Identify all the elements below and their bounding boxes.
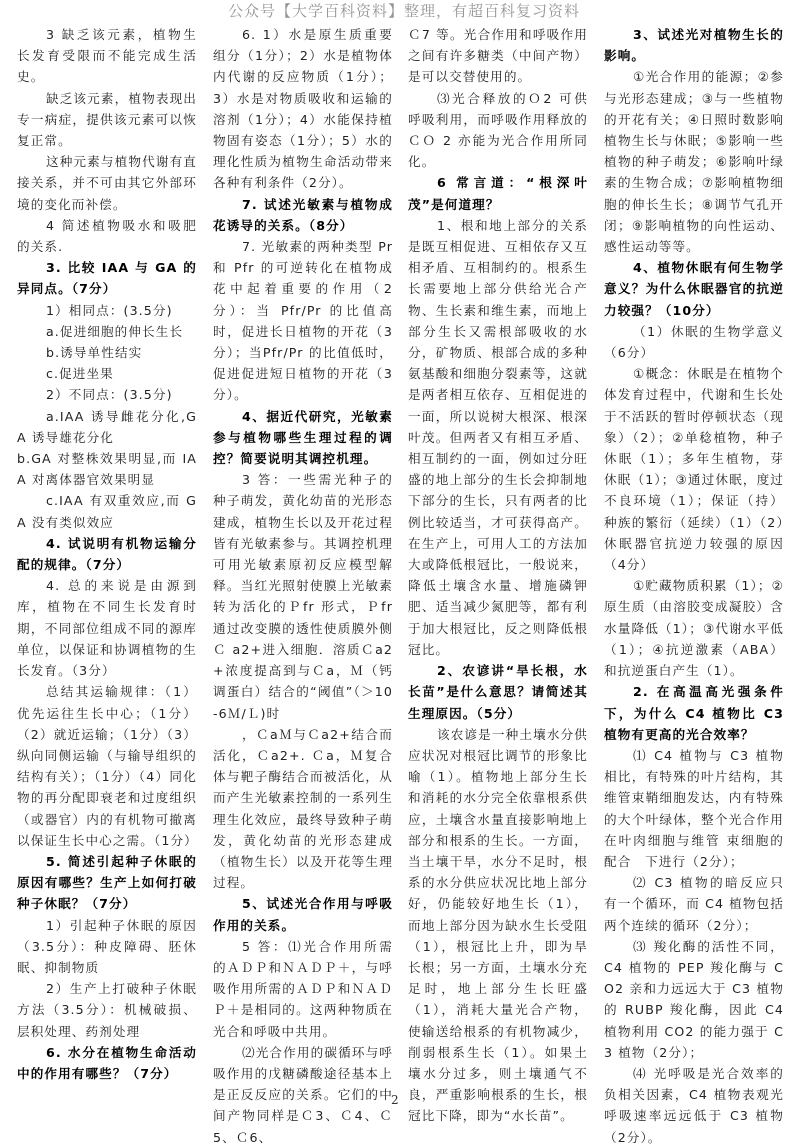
column-3 xyxy=(408,24,588,1127)
question-heading: 5、试述光合作用与呼吸作用的关系。 xyxy=(213,896,393,933)
question-heading: 5. 简述引起种子休眠的原因有哪些？生产上如何打破种子休眠？（7分） xyxy=(17,853,197,912)
page-number: 2 xyxy=(391,1093,399,1107)
paragraph: 1）引起种子休眠的原因（3.5分）：种皮障碍、胚休眠、抑制物质 xyxy=(17,917,197,975)
paragraph: b.诱导单性结实 xyxy=(45,345,143,361)
paragraph: 3 缺乏该元素，植物生长发育受限而不能完成生活史。 xyxy=(17,27,197,85)
question-heading: 4、植物休眠有何生物学意义？为什么休眠器官的抗逆力较强？（10分） xyxy=(604,260,784,318)
paragraph: 1、根和地上部分的关系是既互相促进、互相依存又互相矛盾、互相制约的。根系生长需要地上部分供给光合产物、生长素和维生素，而地上部分生长又需根部吸收的水分，矿物质、根部合成的多种氨基酸和细胞分裂素等，这就是两者相互依存、互相促进的一面，所以说树大根深、根深叶茂。但两者又有相互矛盾、相互制约的一面，例如过分旺盛的地上部分的生长会抑制地下部分的生长，只有两者的比例比较适当，才可获得高产。在生产上，可用人工的方法加大或降低根冠比，一般说来，降低土壤含水量、增施磷钾肥、适当减少氮肥等，都有利于加大根冠比，反之则降低根冠比。 xyxy=(408,217,588,657)
paragraph: 这种元素与植物代谢有直接关系，并不可由其它外部环境的变化而补偿。 xyxy=(17,154,197,212)
paragraph: ①贮藏物质积累（1）；②原生质（由溶胶变成凝胶）含水量降低（1）；③代谢水平低（1）；④抗逆激素（ABA）和抗逆蛋白产生（1）。 xyxy=(604,578,784,679)
paragraph: ⑵ C3 植物的暗反应只有一个循环，而 C4 植物包括两个连续的循环（2分）； xyxy=(604,875,784,933)
paragraph: c.IAA 有双重效应,而 GA 没有类似效应 xyxy=(17,493,197,530)
paragraph: 5 答：⑴光合作用所需的ＡＤＰ和ＮＡＤＰ＋，与呼吸作用所需的ＡＤＰ和ＮＡＤＰ＋是相同的。这两种物质在光合和呼吸中共用。 xyxy=(213,938,393,1039)
question-heading: 4. 试说明有机物运输分配的规律。（7分） xyxy=(17,535,197,573)
question-heading: 3、试述光对植物生长的影响。 xyxy=(604,27,784,64)
question-heading: 7. 试述光敏素与植物成花诱导的关系。（8分） xyxy=(213,196,393,233)
question-heading: 2、农谚讲“旱长根，水长苗”是什么意思？请简述其生理原因。（5分） xyxy=(408,663,588,721)
question-heading: 2. 在高温高光强条件下，为什么 C4 植物比 C3 植物有更高的光合效率？ xyxy=(604,684,784,742)
paragraph: ⑶ 羧化酶的活性不同，C4 植物的 PEP 羧化酶与 CO2 亲和力远远大于 C3 植物的 RUBP 羧化酶，因此 C4 植物利用 CO2 的能力强于 C3 植物（2分）； xyxy=(604,938,784,1060)
paragraph: 7. 光敏素的两种类型 Pr 和 Pfr 的可逆转化在植物成花中起着重要的作用（2分）：当 Pfr/Pr 的比值高时，促进长日植物的开花（3分）；当Pfr/Pr 的比值低时，促进促进短日植物的开花（3分）。 xyxy=(213,239,393,403)
watermark: 公众号【大学百科资料】整理，有超百科复习资料 xyxy=(228,2,581,20)
paragraph: ⑵光合作用的碳循环与呼吸作用的戊糖磷酸途径基本上是正反反应的关系。它们的中间产物同样是Ｃ3、Ｃ4、Ｃ5、Ｃ6、 xyxy=(213,1044,393,1145)
question-heading: 6 常言道：“根深叶茂”是何道理？ xyxy=(408,175,588,212)
paragraph: （1）休眠的生物学意义（6分） xyxy=(604,323,784,361)
column-2 xyxy=(213,24,393,1148)
column-4 xyxy=(604,24,784,1148)
question-heading: 6. 水分在植物生命活动中的作用有哪些？（7分） xyxy=(17,1044,197,1081)
paragraph: a.IAA 诱导雌花分化,GA 诱导雄花分化 xyxy=(17,408,197,445)
column-1 xyxy=(17,24,197,1084)
paragraph: 3 答：一些需光种子的种子萌发，黄化幼苗的光形态建成，植物生长以及开花过程皆有光敏素参与。其调控机理可用光敏素原初反应模型解释。当红光照射使膜上光敏素转为活化的Ｐfr 形式，Ｐfr 通过改变膜的透性使质膜外侧Ｃ a2+进入细胞．溶质Ｃa2+浓度提高到与Ｃa，Ｍ（钙调蛋白）结合的“阈值”（＞10-6Ｍ/Ｌ)时 xyxy=(213,472,393,721)
question-heading: 3. 比较 IAA 与 GA 的异同点。（7分） xyxy=(17,260,197,297)
paragraph: 2）生产上打破种子休眠方法（3.5分）：机械破损、层积处理、药剂处理 xyxy=(17,981,197,1039)
paragraph: 缺乏该元素，植物表现出专一病症，提供该元素可以恢复正常。 xyxy=(17,90,197,149)
paragraph: Ｃ7 等。光合作用和呼吸作用之间有许多糖类（中间产物）是可以交替使用的。 xyxy=(408,27,588,85)
paragraph: 2）不同点：(3.5分) xyxy=(45,387,173,403)
paragraph: 4 简述植物吸水和吸肥的关系. xyxy=(17,217,197,255)
paragraph: ①光合作用的能源；②参与光形态建成；③与一些植物的开花有关；④日照时数影响植物生长与休眠；⑤影响一些植物的种子萌发；⑥影响叶绿素的生物合成；⑦影响植物细胞的伸长生长；⑧调节气孔开闭；⑨影响植物的向性运动、感性运动等等。 xyxy=(604,69,784,255)
paragraph: a.促进细胞的伸长生长 xyxy=(45,323,184,339)
paragraph: 4. 总的来说是由源到库，植物在不同生长发育时期，不同部位组成不同的源库单位，以保证和协调植物的生长发育。（3分） xyxy=(17,578,197,679)
paragraph: ⑷ 光呼吸是光合效率的负相关因素，C4 植物表观光呼吸速率远远低于 C3 植物（2分）。 xyxy=(604,1065,784,1145)
paragraph: 总结其运输规律：（1）优先运往生长中心；（1分）（2）就近运输；（1分）（3）纵向同侧运输（与输导组织的结构有关）；（1分）（4）同化物的再分配即衰老和过度组织（或器官）内的有机物可撤离以保证生长中心之需。（1分） xyxy=(17,684,198,848)
paragraph: ①概念：休眠是在植物个体发育过程中，代谢和生长处于不活跃的暂时停顿状态（现象）（2）；②单稔植物，种子休眠（1）；多年生植物，芽休眠（1）；③通过休眠，度过不良环境（1）；保证（持）种族的繁衍（延续）（1）（2）休眠器官抗逆力较强的原因（4分） xyxy=(604,366,784,573)
question-heading: 4、据近代研究，光敏素参与植物哪些生理过程的调控？简要说明其调控机理。 xyxy=(213,408,393,467)
paragraph: ⑴ C4 植物与 C3 植物相比，有特殊的叶片结构，其维管束鞘细胞发达，内有特殊的大个叶绿体，整个光合作用在叶肉细胞与维管 束细胞的配合 下进行（2分）； xyxy=(604,747,784,869)
paragraph: ⑶光合释放的Ｏ2 可供呼吸利用，而呼吸作用释放的ＣＯ 2 亦能为光合作用所同化。 xyxy=(408,90,588,170)
paragraph: c.促进坐果 xyxy=(45,366,114,382)
paragraph: 该农谚是一种土壤水分供应状况对根冠比调节的形象比喻（1）。植物地上部分生长和消耗的水分完全依靠根系供应，土壤含水量直接影响地上部分和根系的生长。一方面，当土壤干旱，水分不足时，根系的水分供应状况比地上部分好，仍能较好地生长（1），而地上部分因为缺水生长受阻（1），根冠比上升，即为旱长根；另一方面，土壤水分充足时，地上部分生长旺盛（1），消耗大量光合产物，使输送给根系的有机物减少，削弱根系生长（1）。如果土壤水分过多，则土壤通气不良，严重影响根系的生长，根冠比下降，即为“水长苗”。 xyxy=(408,726,588,1124)
paragraph: ，ＣaＭ与Ｃa2+结合而活化，Ｃa2+. Ｃa，Ｍ复合体与靶子酶结合而被活化，从而产生光敏素控制的一系列生理生化效应，最终导致种子萌发，黄化幼苗的光形态建成（植物生长）以及开花等生理过程。 xyxy=(213,726,393,891)
paragraph: 1）相同点：(3.5分) xyxy=(45,302,173,318)
paragraph: 6. 1）水是原生质重要组分（1分）；2）水是植物体内代谢的反应物质（1分）；3）水是对物质吸收和运输的溶剂（1分）；4）水能保持植物固有姿态（1分）；5）水的理化性质为植物生命活动带来各种有利条件（2分）。 xyxy=(213,27,393,191)
paragraph: b.GA 对整株效果明显,而 IAA 对离体器官效果明显 xyxy=(17,451,197,488)
